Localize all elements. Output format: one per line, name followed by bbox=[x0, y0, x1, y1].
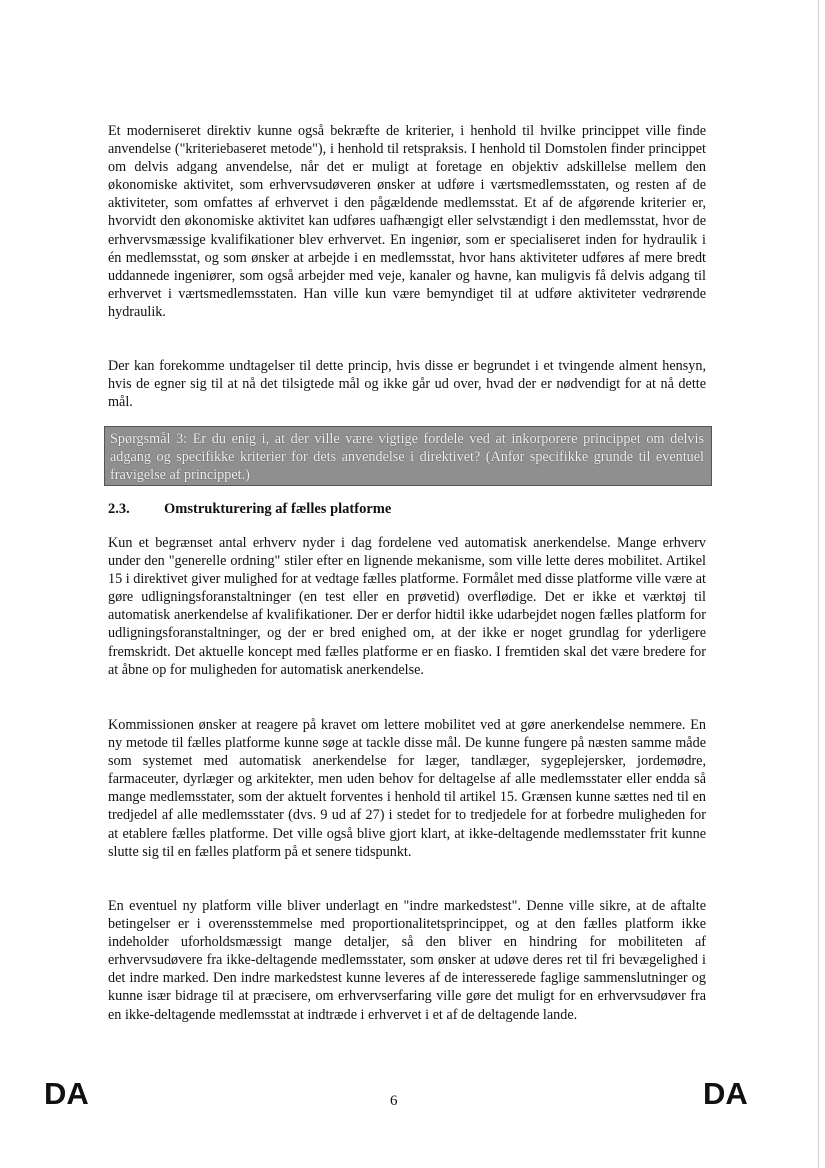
paragraph-exceptions: Der kan forekomme undtagelser til dette princip, hvis disse er begrundet i et tvingende alment hensyn, hvis de egner sig til at nå det tilsigtede mål og ikke går ud over, hvad der er nødvendigt for at nå dette mål. bbox=[108, 358, 706, 411]
paragraph-partial-access-criteria: Et moderniseret direktiv kunne også bekræfte de kriterier, i henhold til hvilke princippet ville finde anvendelse ("kriteriebaseret metode"), i henhold til retspraksis. I henhold til Domstolen finder princippet om delvis adgang anvendelse, når det er muligt at foretage en objektiv adskillelse mellem den økonomiske aktivitet, som erhvervsudøveren ønsker at udføre i værtsmedlemsstaten, og resten af de aktiviteter, som omfattes af erhvervet i den pågældende medlemsstat. Et af de afgørende kriterier er, hvorvidt den økonomiske aktivitet kan udføres uafhængigt eller selvstændigt i den medlemsstat, hvor de erhvervsmæssige kvalifikationer blev erhvervet. En ingeniør, som er specialiseret inden for hydraulik i én medlemsstat, og som ønsker at arbejde i en medlemsstat, hvor hans aktiviteter udføres af mere bredt uddannede ingeniører, som også arbejder med veje, kanaler og havne, kan muligvis få delvis adgang til erhvervet i værtsmedlemsstaten. Han ville kun være bemyndiget til at udføre aktiviteter vedrørende hydraulik. bbox=[108, 123, 706, 320]
section-heading bbox=[108, 501, 391, 518]
section-number: 2.3. bbox=[108, 501, 130, 517]
language-code-left: DA bbox=[44, 1076, 89, 1111]
question-3-text: Spørgsmål 3: Er du enig i, at der ville være vigtige fordele ved at inkorporere princippet om delvis adgang og specifikke kriterier for dets anvendelse i direktivet? (Anfør specifikke grunde til eventuel fravigelse af princippet.) bbox=[110, 431, 704, 484]
paragraph-commission-approach: Kommissionen ønsker at reagere på kravet om lettere mobilitet ved at gøre anerkendelse nemmere. En ny metode til fælles platforme kunne søge at tackle disse mål. De kunne fungere på næsten samme måde som systemet med automatisk anerkendelse for læger, tandlæger, sygeplejersker, jordemødre, farmaceuter, dyrlæger og arkitekter, men uden behov for deltagelse af alle medlemsstater eller endda så mange medlemsstater, som der aktuelt forventes i henhold til artikel 15. Grænsen kunne sættes ned til en tredjedel af alle medlemsstater (dvs. 9 ud af 27) i stedet for to tredjedele for at forbedre muligheden for at etablere fælles platforme. Det ville også blive gjort klart, at ikke-deltagende medlemsstater frit kunne slutte sig til en fælles platform på et senere tidspunkt. bbox=[108, 717, 706, 860]
page-number: 6 bbox=[390, 1093, 398, 1109]
language-code-right: DA bbox=[703, 1076, 748, 1111]
paragraph-internal-market-test: En eventuel ny platform ville bliver underlagt en "indre markedstest". Denne ville sikre, at de aftalte betingelser er i overensstemmelse med proportionalitetsprincippet, og at den fælles platform ikke indeholder uforholdsmæssigt mange detaljer, så den bliver en hindring for mobiliteten af erhvervsudøvere fra ikke-deltagende medlemsstater, som ønsker at udøve deres ret til fri bevægelighed i det indre marked. Den indre markedstest kunne leveres af de interesserede faglige sammenslutninger og kunne især bidrage til at præcisere, om erhvervserfaring ville gøre det muligt for en erhvervsudøver fra en ikke-deltagende medlemsstat at indtræde i erhvervet i et af de deltagende lande. bbox=[108, 898, 706, 1023]
section-title: Omstrukturering af fælles platforme bbox=[164, 501, 392, 517]
scan-edge-line bbox=[818, 0, 819, 1168]
paragraph-common-platforms: Kun et begrænset antal erhverv nyder i dag fordelene ved automatisk anerkendelse. Mange erhverv under den "generelle ordning" stiler efter en lignende mekanisme, som ville lette deres mobilitet. Artikel 15 i direktivet giver mulighed for at vedtage fælles platforme. Formålet med disse platforme ville være at gøre udligningsforanstaltninger (en test eller en prøvetid) overflødige. Det er ikke et værktøj til automatisk anerkendelse af kvalifikationer. Der er derfor hidtil ikke udarbejdet nogen fælles platform for udligningsforanstaltninger, og der er bred enighed om, at der ikke er noget grundlag for yderligere fremskridt. Det aktuelle koncept med fælles platforme er en fiasko. I fremtiden skal det være bredere for at åbne op for muligheden for automatisk anerkendelse. bbox=[108, 535, 706, 678]
